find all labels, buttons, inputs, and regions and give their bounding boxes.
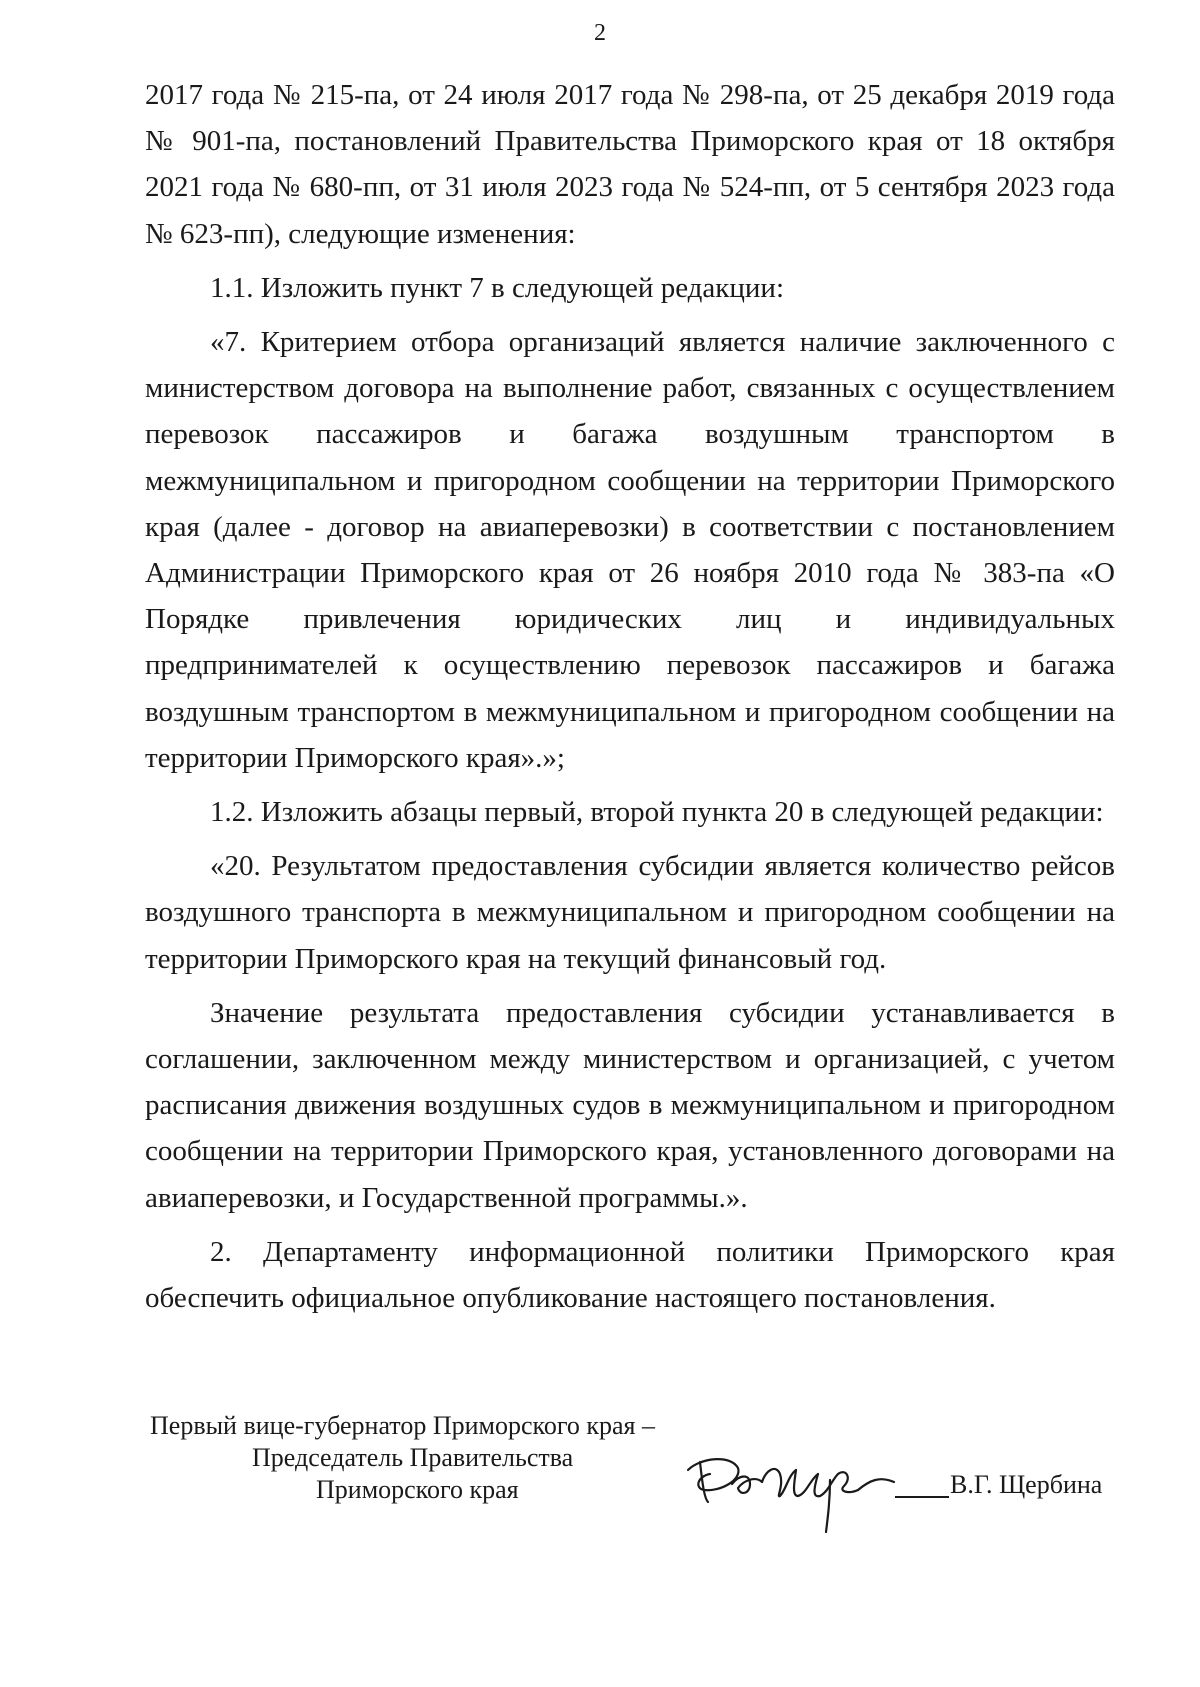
signatory-name: В.Г. Щербина (950, 1470, 1103, 1499)
signature-line (895, 1496, 949, 1498)
paragraph-item-1-2: 1.2. Изложить абзацы первый, второй пункта 20 в следующей редакции: (210, 796, 1104, 829)
paragraph-point-20: «20. Результатом предоставления субсидии является количество рейсов воздушного транспорта в межмуниципальном и пригородном сообщении на территории Приморского края на текущий финансовый год. (145, 850, 1115, 975)
paragraph-result-value: Значение результата предоставления субсидии устанавливается в соглашении, заключенном между министерством и организацией, с учетом расписания движения воздушных судов в межмуниципальном и пригородном сообщении на территории Приморского края, установленного договорами на авиаперевозки, и Государственной программы.». (145, 996, 1115, 1214)
page-number: 2 (594, 20, 606, 46)
handwritten-signature (680, 1440, 930, 1540)
signatory-title-line-1: Первый вице-губернатор Приморского края – (150, 1411, 655, 1440)
paragraph-item-1-1: 1.1. Изложить пункт 7 в следующей редакции: (210, 271, 785, 304)
paragraph-continuation: 2017 года № 215-па, от 24 июля 2017 года № 298-па, от 25 декабря 2019 года № 901-па, постановлений Правительства Приморского края от 18 октября 2021 года № 680-пп, от 31 июля 2023 года № 524-пп, от 5 сентября 2023 года № 623-пп), следующие изменения: (145, 79, 1115, 250)
signatory-title-line-3: Приморского края (316, 1475, 519, 1504)
document-body (145, 72, 1115, 1329)
signatory-title-line-2: Председатель Правительства (252, 1443, 574, 1472)
paragraph-point-7: «7. Критерием отбора организаций является наличие заключенного с министерством договора на выполнение работ, связанных с осуществлением перевозок пассажиров и багажа воздушным транспортом в межмуниципальном и пригородном сообщении на территории Приморского края (далее - договор на авиаперевозки) в соответствии с постановлением Администрации Приморского края от 26 ноября 2010 года № 383-па «О Порядке привлечения юридических лиц и индивидуальных предпринимателей к осуществлению перевозок пассажиров и багажа воздушным транспортом в межмуниципальном и пригородном сообщении на территории Приморского края».»; (145, 326, 1115, 774)
paragraph-item-2: 2. Департаменту информационной политики Приморского края обеспечить официальное опубликование настоящего постановления. (145, 1235, 1115, 1315)
